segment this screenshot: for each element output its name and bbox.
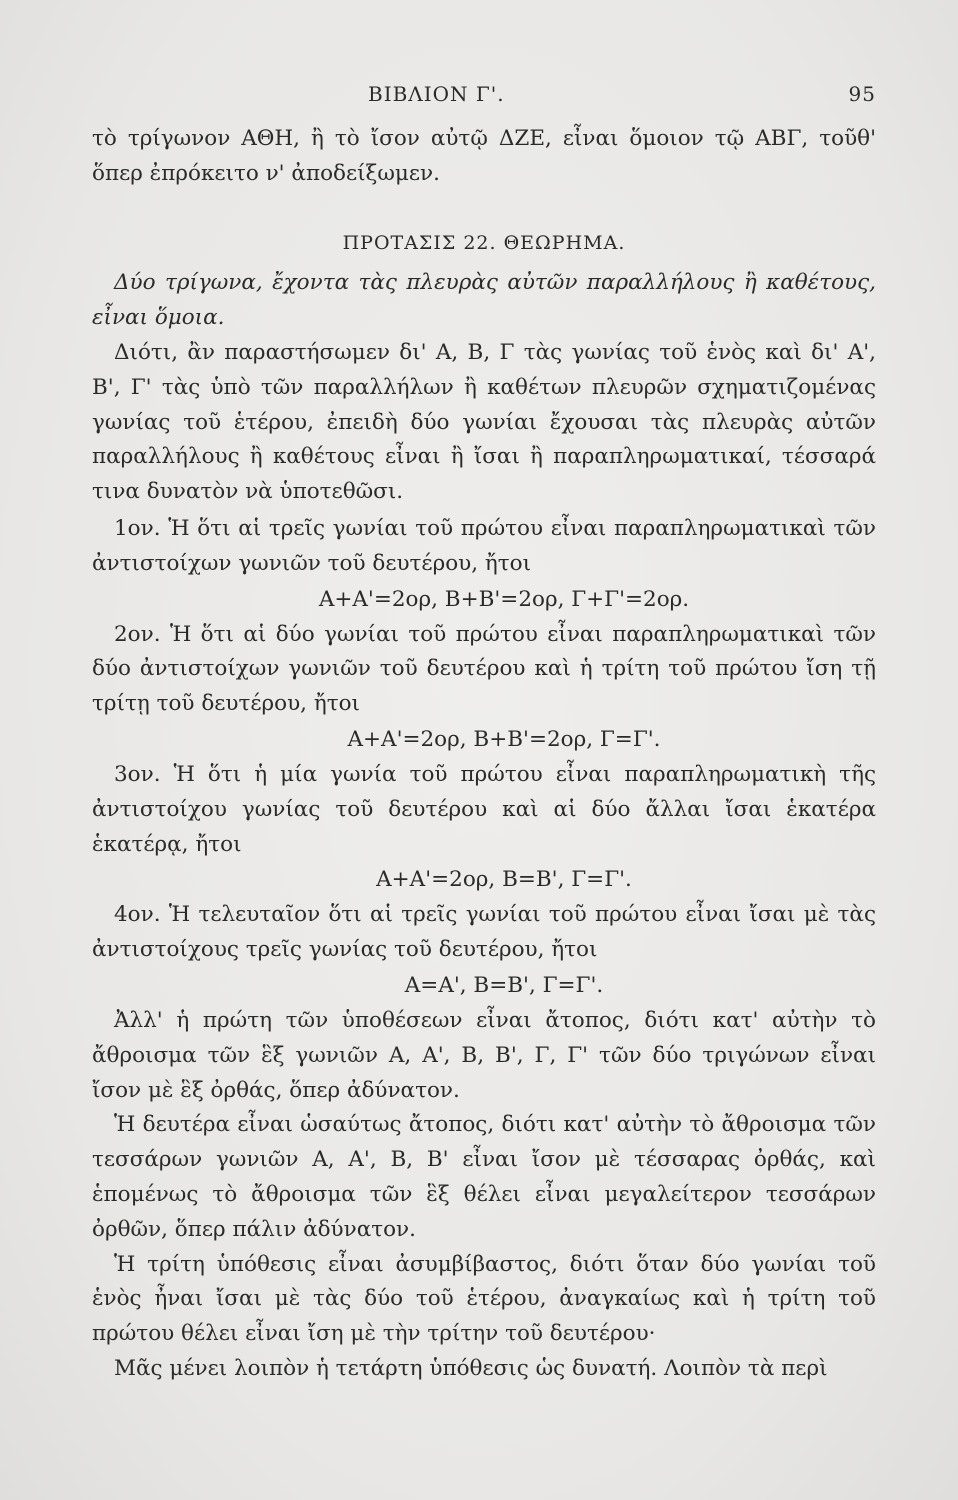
paragraph-first-absurd: Ἀλλ' ἡ πρώτη τῶν ὑποθέσεων εἶναι ἄτοπος, διότι κατ' αὐτὴν τὸ ἄθροισμα τῶν ἓξ γωνιῶν Α, Α', Β, Β', Γ, Γ' τῶν δύο τριγώνων εἶναι ἴσον μὲ ἓξ ὀρθάς, ὅπερ ἀδύνατον. — [92, 1007, 876, 1103]
paragraph-proof: Διότι, ἂν παραστήσωμεν δι' Α, Β, Γ τὰς γωνίας τοῦ ἑνὸς καὶ δι' Α', Β', Γ' τὰς ὑπὸ τῶν παραλλήλων ἢ καθέτων πλευρῶν σχηματιζομένας γωνίας τοῦ ἑτέρου, ἐπειδὴ δύο γωνίαι ἔχουσαι τὰς πλευρὰς αὐτῶν παραλλήλους ἢ καθέτους εἶναι ἢ ἴσαι ἢ παραπληρωματικαί, τέσσαρά τινα δυνατὸν νὰ ὑποτεθῶσι. — [92, 339, 876, 505]
running-head — [92, 82, 876, 122]
paragraph-third-incompatible: Ἡ τρίτη ὑπόθεσις εἶναι ἀσυμβίβαστος, διότι ὅταν δύο γωνίαι τοῦ ἑνὸς ἦναι ἴσαι μὲ τὰς δύο τοῦ ἑτέρου, ἀναγκαίως καὶ ἡ τρίτη τοῦ πρώτου θέλει εἶναι ἴση μὲ τὴν τρίτην τοῦ δευτέρου· — [92, 1251, 876, 1347]
theorem-statement: Δύο τρίγωνα, ἔχοντα τὰς πλευρὰς αὐτῶν παραλλήλους ἢ καθέτους, εἶναι ὅμοια. — [92, 270, 876, 331]
running-title: ΒΙΒΛΙΟΝ Γ'. — [368, 82, 505, 106]
formula-1: Α+Α'=2ορ, Β+Β'=2ορ, Γ+Γ'=2ορ. — [318, 586, 690, 612]
formula-3: Α+Α'=2ορ, Β=Β', Γ=Γ'. — [376, 867, 632, 893]
page-number: 95 — [848, 82, 876, 106]
proposition-heading: ΠΡΟΤΑΣΙΣ 22. ΘΕΩΡΗΜΑ. — [342, 231, 626, 254]
case-4-text: 4ον. Ἡ τελευταῖον ὅτι αἱ τρεῖς γωνίαι τοῦ πρώτου εἶναι ἴσαι μὲ τὰς ἀντιστοίχους τρεῖς γωνίας τοῦ δευτέρου, ἤτοι — [92, 902, 876, 963]
formula-4: Α=Α', Β=Β', Γ=Γ'. — [404, 972, 604, 998]
case-1-text: 1ον. Ἡ ὅτι αἱ τρεῖς γωνίαι τοῦ πρώτου εἶναι παραπληρωματικαὶ τῶν ἀντιστοίχων γωνιῶν τοῦ δευτέρου, ἤτοι — [92, 515, 876, 576]
paragraph-fourth-possible: Μᾶς μένει λοιπὸν ἡ τετάρτη ὑπόθεσις ὡς δυνατή. Λοιπὸν τὰ περὶ — [114, 1355, 828, 1381]
paragraph-intro: τὸ τρίγωνον ΑΘΗ, ἢ τὸ ἴσον αὐτῷ ΔΖΕ, εἶναι ὅμοιον τῷ ΑΒΓ, τοῦθ' ὅπερ ἐπρόκειτο ν' ἀποδείξωμεν. — [92, 126, 876, 186]
case-3-text: 3ον. Ἡ ὅτι ἡ μία γωνία τοῦ πρώτου εἶναι παραπληρωματικὴ τῆς ἀντιστοίχου γωνίας τοῦ δευτέρου καὶ αἱ δύο ἄλλαι ἴσαι ἑκατέρα ἑκατέρᾳ, ἤτοι — [92, 761, 876, 857]
case-2-text: 2ον. Ἡ ὅτι αἱ δύο γωνίαι τοῦ πρώτου εἶναι παραπληρωματικαὶ τῶν δύο ἀντιστοίχων γωνιῶν τοῦ δευτέρου καὶ ἡ τρίτη τοῦ πρώτου ἴση τῇ τρίτῃ τοῦ δευτέρου, ἤτοι — [92, 621, 876, 717]
formula-2: Α+Α'=2ορ, Β+Β'=2ορ, Γ=Γ'. — [347, 726, 661, 752]
paragraph-second-absurd: Ἡ δευτέρα εἶναι ὡσαύτως ἄτοπος, διότι κατ' αὐτὴν τὸ ἄθροισμα τῶν τεσσάρων γωνιῶν Α, Α', Β, Β' εἶναι ἴσον μὲ τέσσαρας ὀρθάς, καὶ ἑπομένως τὸ ἄθροισμα τῶν ἓξ θέλει εἶναι μεγαλείτερον τεσσάρων ὀρθῶν, ὅπερ πάλιν ἀδύνατον. — [92, 1112, 876, 1242]
